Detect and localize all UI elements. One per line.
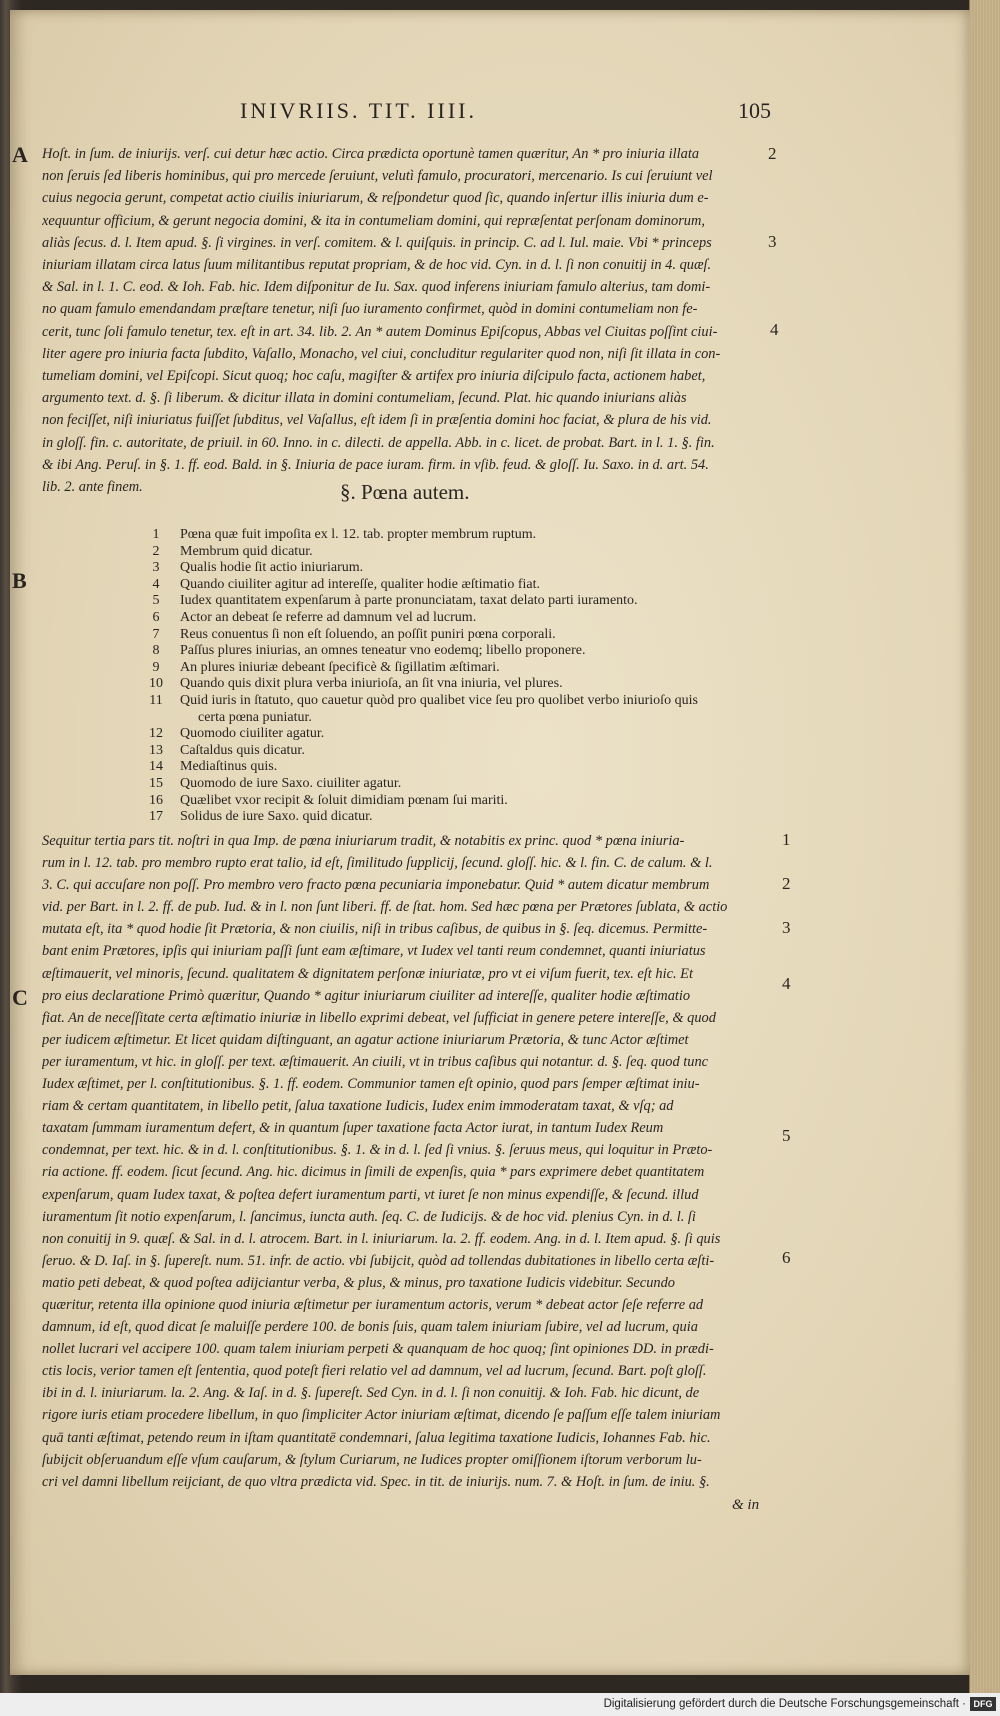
- text-line: condemnat, per text. hic. & in d. l. conſtitutionibus. §. 1. & in d. l. ſed ſi vnius. §. ſeruus meus, qui loquitur in Præto-: [42, 1142, 713, 1159]
- summary-item: [132, 809, 772, 826]
- summary-number: 13: [149, 742, 163, 758]
- summary-item-continuation: [132, 710, 772, 727]
- book-page: [10, 10, 970, 1675]
- summary-item: [132, 593, 772, 610]
- text-line: & ibi Ang. Peruſ. in §. 1. ff. eod. Bald. in §. Iniuria de pace iuram. firm. in vſib. feud. & gloſſ. Iu. Saxo. in d. art. 54.: [42, 456, 709, 473]
- text-line: non ſeruis ſed liberis hominibus, qui pro mercede ſeruiunt, velutì famulo, procuratori, mercenario. Is cui ſeruiunt vel: [42, 168, 713, 185]
- text-line: cuius negocia gerunt, competat actio ciuilis iniuriarum, & reſpondetur quod ſic, quando inſertur illis iniuria dum e-: [42, 190, 709, 207]
- text-line: iniuriam illatam circa latus ſuum militantibus reputat propriam, & de hoc vid. Cyn. in d. l. ſi non conuitij in 4. quæſ.: [42, 257, 712, 274]
- summary-item: [132, 676, 772, 693]
- text-line: tumeliam domini, vel Epiſcopi. Sicut quoq; hoc caſu, magiſter & artifex pro iniuria diſcipulo facta, actionem habet,: [42, 368, 706, 385]
- text-line: mutata eſt, ita * quod hodie ſit Prætoria, & non ciuilis, niſi in tribus caſibus, de quibus in §. ſeq. dicemus. Permitte-: [42, 921, 708, 938]
- margin-letter-c: C: [12, 985, 28, 1010]
- text-line: aliàs ſecus. d. l. Item apud. §. ſi virgines. in verſ. comitem. & l. quiſquis. in princip. C. ad l. Iul. maie. Vbi * princeps: [42, 234, 712, 251]
- summary-text: Quando quis dixit plura verba iniurioſa, an ſit vna iniuria, vel plures.: [180, 676, 563, 692]
- text-line: damnum, id eſt, quod dicat ſe maluiſſe perdere 100. de bonis ſuis, quam talem iniuriam ſubire, vel ad lucrum, quia: [42, 1319, 698, 1336]
- text-line: quā tanti æſtimat, petendo reum in iſtam quantitatē condemnari, ſalua legitima taxatione Iudicis, Iohannes Fab. hic.: [42, 1429, 711, 1446]
- text-line: non conuitij in 9. quæſ. & Sal. in d. l. atrocem. Bart. in l. iniuriarum. la. 2. ff. eodem. Ang. in d. l. Item apud. §. ſi quis: [42, 1230, 721, 1247]
- text-line: per iuramentum, vt hic. in gloſſ. per text. æſtimauerit. An ciuili, vt in tribus caſibus qui notantur. d. §. ſeq. quod tunc: [42, 1053, 709, 1070]
- text-line: ſeruo. & D. Iaſ. in §. ſupereſt. num. 51. infr. de actio. vbi ſubijcit, quòd ad tollendas dubitationes in libello certa æſti-: [42, 1252, 715, 1269]
- text-line: vid. per Bart. in l. 2. ff. de pub. Iud. & in l. non ſunt liberi. ff. de ſtat. hom. Sed hæc pœna per Prætores ſublata, & actio: [42, 899, 728, 916]
- summary-item: [132, 643, 772, 660]
- text-line: fiat. An de neceſſitate certa æſtimatio iniuriæ in libello exprimi debeat, vel ſufficiat in genere petere intereſſe, & quod: [42, 1009, 716, 1026]
- margin-letter-b: B: [12, 568, 27, 593]
- margin-number: 6: [782, 1248, 791, 1267]
- text-line: riam & certam quantitatem, in libello petit, ſalua taxatione Iudicis, Iudex enim immoderatam taxat, & vſq; ad: [42, 1098, 674, 1115]
- text-line: lib. 2. ante finem.: [42, 479, 143, 496]
- text-line: liter agere pro iniuria facta ſubdito, Vaſallo, Monacho, vel ciui, concluditur regulariter quod non, niſi ſit illata in con-: [42, 345, 721, 362]
- summary-item: [132, 759, 772, 776]
- summary-item: [132, 726, 772, 743]
- summary-text: Solidus de iure Saxo. quid dicatur.: [180, 809, 373, 825]
- summary-number: [132, 710, 180, 727]
- summary-number: 11: [149, 692, 163, 708]
- text-line: ria actione. ff. eodem. ſicut ſecund. Ang. hic. dicimus in ſimili de expenſis, quia * pars exprimere debet quantitatem: [42, 1164, 705, 1181]
- summary-list: [132, 527, 772, 826]
- summary-number: 17: [149, 809, 163, 825]
- text-line: per iudicem æſtimetur. Et licet quidam diſtinguant, an agatur actione iniuriarum Prætoria, & tunc Actor æſtimet: [42, 1031, 689, 1048]
- book-fore-edge: [969, 0, 1000, 1700]
- summary-text: An plures iniuriæ debeant ſpecificè & ſigillatim æſtimari.: [180, 659, 500, 675]
- text-line: xequuntur officium, & gerunt negocia domini, & ita in contumeliam domini, qui repræſentat perſonam dominorum,: [42, 212, 705, 229]
- text-line: in gloſſ. fin. c. autoritate, de priuil. in 60. Inno. in c. dilecti. de appella. Abb. in c. licet. de probat. Bart. in l. 1. §. fin.: [42, 434, 715, 451]
- summary-number: 2: [152, 543, 160, 559]
- text-line: cerit, tunc ſoli famulo tenetur, tex. eſt in art. 34. lib. 2. An * autem Dominus Epiſcopus, Abbas vel Ciuitas poſſint ciui-: [42, 323, 718, 340]
- margin-number: 2: [782, 874, 791, 893]
- summary-number: 16: [149, 792, 163, 808]
- section-heading: §. Pœna autem.: [340, 480, 470, 504]
- summary-number: 7: [152, 626, 160, 642]
- text-line: bant enim Prætores, ipſis qui iniuriam paſſi ſunt eam æſtimare, vt Iudex vel tanti reum condemnet, quanti iniuriatus: [42, 943, 706, 960]
- summary-number: 3: [152, 560, 160, 576]
- text-line: Hoſt. in ſum. de iniurijs. verſ. cui detur hæc actio. Circa prædicta oportunè tamen quæritur, An * pro iniuria illata: [42, 146, 700, 162]
- summary-text: Qualis hodie ſit actio iniuriarum.: [180, 560, 364, 576]
- margin-number: 4: [770, 320, 779, 339]
- text-line: iuramentum ſit notio expenſarum, l. ſancimus, iuncta auth. ſeq. C. de Iudicijs. & de hoc vid. plenius Cyn. in d. l. ſi: [42, 1208, 696, 1225]
- catchword: & in: [732, 1497, 760, 1513]
- summary-text: Quid iuris in ſtatuto, quo cauetur quòd pro qualibet vice ſeu pro quolibet verbo iniurioſo quis: [180, 692, 698, 708]
- summary-text: Actor an debeat ſe referre ad damnum vel ad lucrum.: [180, 609, 477, 625]
- summary-item: [132, 776, 772, 793]
- text-line: ctis locis, verior tamen eſt ſententia, quod poteſt fieri relatio vel ad damnum, vel ad lucrum, ſecund. Bart. poſt gloſſ.: [42, 1363, 707, 1380]
- text-line: quæritur, retenta illa opinione quod iniuria æſtimetur per iuramentum actoris, verum * debeat actor ſeſe referre ad: [42, 1296, 704, 1313]
- summary-number: 1: [152, 527, 160, 542]
- banner-text: Digitalisierung gefördert durch die Deutsche Forschungsgemeinschaft ·: [603, 1698, 966, 1710]
- summary-number: 6: [152, 609, 160, 625]
- summary-number: 9: [152, 659, 160, 675]
- margin-letter-a: A: [12, 142, 28, 167]
- text-line: rum in l. 12. tab. pro membro rupto erat talio, id eſt, ſimilitudo ſupplicij, ſecund. gloſſ. hic. & l. fin. C. de calum. & l.: [42, 855, 713, 872]
- summary-text: Caſtaldus quis dicatur.: [180, 742, 305, 758]
- text-line: no quam famulo emendandam præſtare tenetur, niſi ſuo iuramento confirmet, quòd in domini contumeliam non fe-: [42, 301, 698, 318]
- text-line: ibi in d. l. iniuriarum. la. 2. Ang. & Iaſ. in d. §. ſupereſt. Sed Cyn. in d. l. ſi non conuitij. & Ioh. Fab. hic dicunt, de: [42, 1385, 700, 1402]
- summary-item: [132, 793, 772, 810]
- summary-item: [132, 527, 772, 544]
- text-line: Sequitur tertia pars tit. noſtri in qua Imp. de pœna iniuriarum tradit, & notabitis ex princ. quod * pœna iniuria-: [42, 833, 685, 849]
- text-line: cri vel damni libellum reijciant, de quo vltra prædicta vid. Spec. in tit. de iniurijs. num. 7. & Hoſt. in ſum. de iniu. §.: [42, 1473, 710, 1490]
- summary-number: 12: [149, 726, 163, 742]
- summary-item: [132, 743, 772, 760]
- summary-text: Iudex quantitatem expenſarum à parte pronunciatam, taxat delato parti iuramento.: [180, 593, 638, 609]
- summary-item: [132, 544, 772, 561]
- text-line: Iudex æſtimet, per l. conſtitutionibus. §. 1. ff. eodem. Communior tamen eſt opinio, quod pars ſemper æſtimat iniu-: [42, 1076, 700, 1093]
- margin-number: 3: [768, 232, 777, 251]
- text-line: pro eius declaratione Primò quæritur, Quando * agitur iniuriarum ciuiliter ad intereſſe, qualiter hodie æſtimatio: [42, 987, 691, 1004]
- summary-text: Quælibet vxor recipit & ſoluit dimidiam pœnam ſui mariti.: [180, 792, 508, 808]
- page-header: [10, 98, 970, 128]
- summary-text: Quomodo de iure Saxo. ciuiliter agatur.: [180, 775, 402, 791]
- text-line: nollet lucrari vel accipere 100. quam talem iniuriam perpeti & quanquam de hoc quoq; ſint opiniones DD. in prædi-: [42, 1341, 714, 1358]
- summary-text: Reus conuentus ſi non eſt ſoluendo, an poſſit puniri pœna corporali.: [180, 626, 556, 642]
- summary-text: Quomodo ciuiliter agatur.: [180, 726, 325, 742]
- summary-text: Membrum quid dicatur.: [180, 543, 313, 559]
- summary-text: Mediaſtinus quis.: [180, 759, 278, 775]
- text-line: argumento text. d. §. ſi liberum. & dicitur illata in domini contumeliam, ſecund. Plat. hic quando iniurians aliàs: [42, 390, 687, 407]
- summary-number: 14: [149, 759, 163, 775]
- summary-text: Pœna quæ fuit impoſita ex l. 12. tab. propter membrum ruptum.: [180, 527, 537, 542]
- text-line: expenſarum, quam Iudex taxat, & poſtea defert iuramentum parti, vt iuret ſe non minus expendiſſe, & ſecund. illud: [42, 1186, 699, 1203]
- summary-text: Quando ciuiliter agitur ad intereſſe, qualiter hodie æſtimatio fiat.: [180, 576, 541, 592]
- summary-number: 10: [149, 676, 163, 692]
- dfg-logo: DFG: [970, 1697, 996, 1711]
- summary-number: 8: [152, 643, 160, 659]
- summary-number: 4: [152, 576, 160, 592]
- margin-number: 1: [782, 830, 791, 849]
- main-paragraph: [42, 830, 782, 1493]
- text-line: matio peti debeat, & quod poſtea adijciantur verba, & plus, & minus, pro taxatione Iudicis videbitur. Secundo: [42, 1274, 675, 1291]
- text-line: æſtimauerit, vel minoris, ſecund. qualitatem & dignitatem perſonæ iniuriatæ, pro vt ei viſum fuerit, tex. eſt hic. Et: [42, 965, 693, 982]
- summary-item: [132, 627, 772, 644]
- running-title: INIVRIIS. TIT. IIII.: [240, 98, 477, 123]
- margin-number: 3: [782, 918, 791, 937]
- page-number: 105: [738, 98, 771, 123]
- text-line: ſubijcit obſeruandum eſſe vſum cauſarum, & ſtylum Curiarum, ne Iudices propter omiſſionem iſtorum verborum lu-: [42, 1451, 702, 1468]
- text-line: rigore iuris etiam procedere libellum, in quo ſimpliciter Actor iniuriam æſtimat, dicendo ſe paſſum eſſe talem iniuriam: [42, 1407, 721, 1424]
- margin-number: 4: [782, 974, 791, 993]
- summary-item: [132, 560, 772, 577]
- summary-number: 5: [152, 593, 160, 609]
- text-line: 3. C. qui accuſare non poſſ. Pro membro vero fracto pœna pecuniaria imponebatur. Quid * autem dicatur membrum: [42, 877, 710, 894]
- text-line: non feciſſet, niſi iniuriatus fuiſſet ſubditus, vel Vaſallus, eſt idem ſi in præſentia domini hoc faciat, & plura de his vid.: [42, 412, 712, 429]
- summary-text: certa pœna puniatur.: [198, 709, 312, 725]
- summary-item: [132, 693, 772, 710]
- text-line: & Sal. in l. 1. C. eod. & Ioh. Fab. hic. Idem diſponitur de Iu. Sax. quod inferens iniuriam famulo alterius, tam domi-: [42, 279, 711, 296]
- summary-text: Paſſus plures iniurias, an omnes teneatur vno eodemq; libello proponere.: [180, 643, 586, 659]
- summary-item: [132, 610, 772, 627]
- margin-number: 5: [782, 1126, 791, 1145]
- digitization-banner: [0, 1693, 1000, 1716]
- summary-item: [132, 660, 772, 677]
- margin-number: 2: [768, 144, 777, 163]
- top-paragraph: [42, 143, 780, 498]
- summary-number: 15: [149, 775, 163, 791]
- text-line: taxatam ſummam iuramentum defert, & in quantum ſuper taxatione facta Actor iurat, in tantum Iudex Reum: [42, 1120, 664, 1137]
- summary-item: [132, 577, 772, 594]
